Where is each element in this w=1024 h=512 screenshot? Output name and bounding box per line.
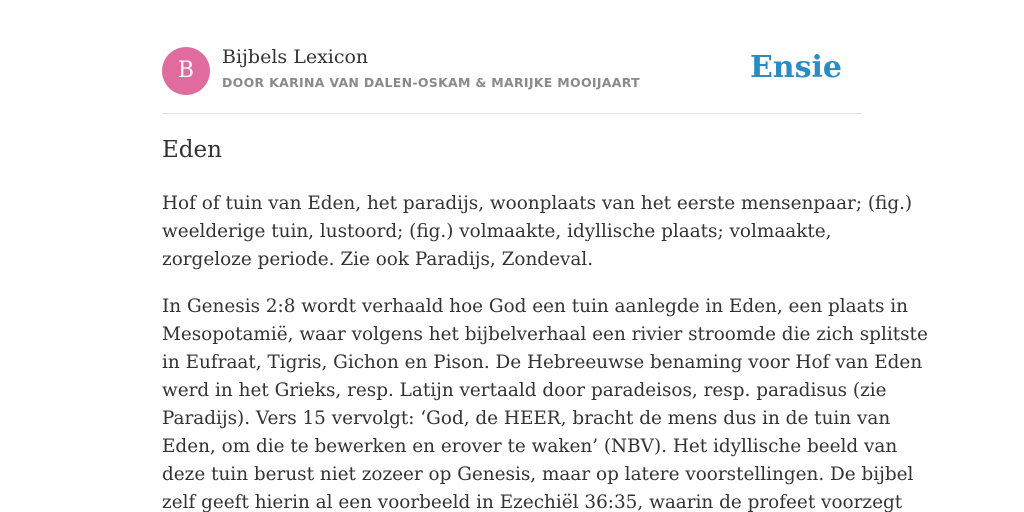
text-line: Paradijs). Vers 15 vervolgt: ‘God, de HEER, bracht de mens dus in de tuin van bbox=[162, 408, 891, 429]
entry-definition-paragraph bbox=[162, 190, 913, 274]
text-line: Hof of tuin van Eden, het paradijs, woonplaats van het eerste mensenpaar; (fig.) bbox=[162, 193, 913, 214]
text-line: Mesopotamië, waar volgens het bijbelverhaal een rivier stroomde die zich splitste bbox=[162, 324, 928, 345]
text-line: zelf geeft hierin al een voorbeeld in Ezechiël 36:35, waarin de profeet voorzegt bbox=[162, 492, 903, 512]
book-title-link[interactable]: Bijbels Lexicon bbox=[222, 46, 369, 68]
text-line: weelderige tuin, lustoord; (fig.) volmaakte, idyllische plaats; volmaakte, bbox=[162, 221, 832, 242]
text-line: In Genesis 2:8 wordt verhaald hoe God een tuin aanlegde in Eden, een plaats in bbox=[162, 296, 908, 317]
book-header bbox=[162, 0, 862, 114]
book-authors: DOOR KARINA VAN DALEN-OSKAM & MARIJKE MOOIJAART bbox=[222, 75, 640, 90]
text-line: in Eufraat, Tigris, Gichon en Pison. De Hebreeuwse benaming voor Hof van Eden bbox=[162, 352, 923, 373]
text-line: zorgeloze periode. Zie ook Paradijs, Zondeval. bbox=[162, 249, 594, 270]
text-line: werd in het Grieks, resp. Latijn vertaald door paradeisos, resp. paradisus (zie bbox=[162, 380, 887, 401]
ensie-logo-link[interactable]: Ensie bbox=[749, 50, 842, 85]
content-container bbox=[162, 0, 928, 512]
text-line: deze tuin berust niet zozeer op Genesis, maar op latere voorstellingen. De bijbel bbox=[162, 464, 914, 485]
entry-title: Eden bbox=[162, 137, 222, 163]
book-avatar[interactable]: B bbox=[162, 47, 210, 95]
entry-body-paragraph bbox=[162, 293, 928, 512]
text-line: Eden, om die te bewerken en erover te waken’ (NBV). Het idyllische beeld van bbox=[162, 436, 898, 457]
